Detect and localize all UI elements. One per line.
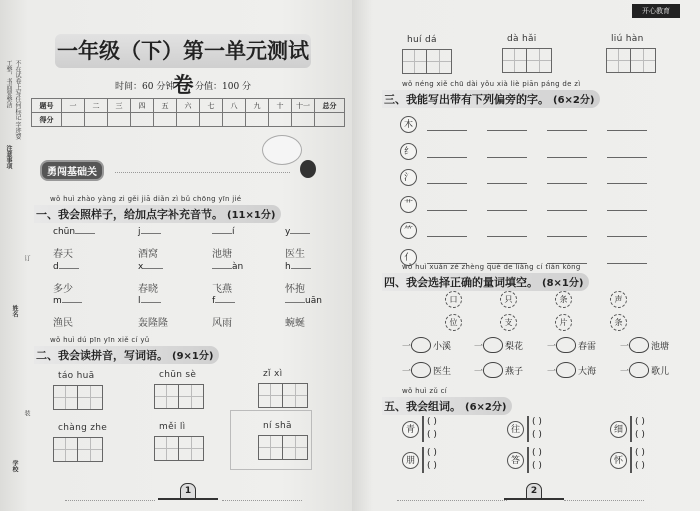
answer-paren[interactable]: ( ): [427, 448, 437, 458]
score-col: 八: [223, 99, 246, 113]
radical-apple-icon: ⺮: [400, 222, 417, 239]
answer-blank[interactable]: [547, 157, 587, 158]
section3-title: 三、我能写出带有下列偏旁的字。 (6×2分): [382, 90, 600, 108]
answer-paren[interactable]: ( ): [635, 448, 645, 458]
margin-notes: 不在试卷上写任何标记 字迹要工整，书面要整洁: [5, 60, 21, 140]
writing-grid[interactable]: [154, 384, 204, 409]
answer-blank[interactable]: [427, 183, 467, 184]
word-group-item[interactable]: [610, 447, 645, 473]
measure-word-option: 条: [610, 314, 627, 331]
bowl-icon[interactable]: [411, 337, 431, 353]
bowl-icon[interactable]: [556, 337, 576, 353]
radical-apple-icon: 氵: [400, 169, 417, 186]
answer-blank[interactable]: [607, 210, 647, 211]
word-pinyin: zǐ xì: [263, 369, 283, 379]
answer-paren[interactable]: ( ): [635, 461, 645, 471]
section1-pinyin: wǒ huì zhào yàng zi gěi jiā diǎn zì bǔ chōng yīn jié: [50, 195, 242, 203]
pinyin-fill-item[interactable]: y: [285, 227, 310, 237]
section3-pinyin: wǒ néng xiě chū dài yǒu xià liè piān páng de zì: [402, 80, 581, 88]
answer-blank[interactable]: [487, 183, 527, 184]
measure-word-option: 位: [445, 314, 462, 331]
dotted-word: 飞燕: [212, 284, 232, 295]
answer-paren[interactable]: ( ): [532, 461, 542, 471]
char-apple-icon: 细: [610, 421, 627, 438]
char-apple-icon: 怀: [610, 452, 627, 469]
answer-blank[interactable]: [607, 157, 647, 158]
measure-word-fill[interactable]: 一 小溪: [402, 337, 451, 353]
score-table: [31, 98, 345, 127]
dotted-word: 怀抱: [285, 284, 305, 295]
answer-paren[interactable]: ( ): [427, 430, 437, 440]
writing-grid[interactable]: [154, 436, 204, 461]
dotted-word: 风雨: [212, 318, 232, 329]
margin-attention: 注意事项: [5, 145, 12, 169]
section2-pinyin: wǒ huì dú pīn yīn xiě cí yǔ: [50, 336, 150, 344]
score-table-label: 题号: [32, 99, 62, 113]
word-group-item[interactable]: [507, 416, 542, 442]
answer-paren[interactable]: ( ): [635, 417, 645, 427]
cartoon-kid-icon: [300, 160, 316, 178]
measure-word-fill[interactable]: 一 大海: [547, 362, 596, 378]
answer-blank[interactable]: [487, 236, 527, 237]
answer-blank[interactable]: [487, 157, 527, 158]
pinyin-fill-item[interactable]: f: [212, 296, 235, 306]
bowl-icon[interactable]: [483, 362, 503, 378]
measure-word-fill[interactable]: 一 梨花: [474, 337, 523, 353]
bowl-icon[interactable]: [483, 337, 503, 353]
word-pinyin: dà hǎi: [507, 34, 537, 44]
score-col: 二: [85, 99, 108, 113]
measure-word-fill[interactable]: 一 歌儿: [620, 362, 669, 378]
answer-blank[interactable]: [607, 263, 647, 264]
char-apple-icon: 青: [402, 421, 419, 438]
page-number: 1: [180, 483, 196, 499]
measure-word-option: 声: [610, 291, 627, 308]
dotted-word: 多少: [53, 284, 73, 295]
score-table-score-row: [32, 113, 345, 127]
radical-apple-icon: 纟: [400, 143, 417, 160]
word-group-item[interactable]: [610, 416, 645, 442]
writing-grid[interactable]: [502, 48, 552, 73]
measure-word-option: 条: [555, 291, 572, 308]
section2-title: 二、我会读拼音，写词语。 (9×1分): [34, 346, 219, 364]
section5-pinyin: wǒ huì zǔ cí: [402, 387, 448, 395]
dotted-word: 轰隆隆: [138, 318, 168, 329]
right-page: [352, 0, 700, 511]
answer-blank[interactable]: [607, 130, 647, 131]
pinyin-fill-item[interactable]: l: [138, 296, 161, 306]
pinyin-fill-item[interactable]: m: [53, 296, 82, 306]
score-col: 四: [131, 99, 154, 113]
radical-apple-icon: 木: [400, 116, 417, 133]
answer-blank[interactable]: [607, 183, 647, 184]
score-col: 七: [200, 99, 223, 113]
section1-title: 一、我会照样子，给加点字补充音节。 (11×1分): [34, 205, 281, 223]
measure-word-fill[interactable]: 一 医生: [402, 362, 451, 378]
word-pinyin: huí dá: [407, 35, 437, 45]
word-group-item[interactable]: [402, 447, 437, 473]
page-number: 2: [526, 483, 542, 499]
answer-blank[interactable]: [427, 210, 467, 211]
answer-blank[interactable]: [487, 210, 527, 211]
pinyin-fill-item[interactable]: í: [212, 227, 235, 237]
pinyin-fill-item[interactable]: àn: [212, 262, 243, 272]
bowl-icon[interactable]: [411, 362, 431, 378]
answer-paren[interactable]: ( ): [532, 430, 542, 440]
writing-grid[interactable]: [53, 385, 103, 410]
answer-blank[interactable]: [547, 183, 587, 184]
measure-word-option: 支: [500, 314, 517, 331]
score-col: 一: [62, 99, 85, 113]
score-col: 六: [177, 99, 200, 113]
section4-title: 四、我会选择正确的量词填空。 (8×1分): [382, 273, 589, 291]
score-col: 十: [269, 99, 292, 113]
word-pinyin: táo huā: [58, 371, 95, 381]
pinyin-fill-item[interactable]: h: [285, 262, 311, 272]
measure-word-fill[interactable]: 一 燕子: [474, 362, 523, 378]
answer-blank[interactable]: [607, 236, 647, 237]
char-apple-icon: 往: [507, 421, 524, 438]
word-group-item[interactable]: [507, 447, 542, 473]
answer-paren[interactable]: ( ): [635, 430, 645, 440]
answer-blank[interactable]: [547, 130, 587, 131]
measure-word-option: 口: [445, 291, 462, 308]
measure-word-fill[interactable]: 一 春雷: [547, 337, 596, 353]
dotted-word: 蜿蜒: [285, 318, 305, 329]
speech-bubble-icon: [262, 135, 302, 165]
word-pinyin: chàng zhe: [58, 423, 108, 433]
answer-paren[interactable]: ( ): [532, 448, 542, 458]
answer-blank[interactable]: [427, 130, 467, 131]
measure-word-option: 只: [500, 291, 517, 308]
writing-grid[interactable]: [258, 383, 308, 408]
measure-word-fill[interactable]: 一 池塘: [620, 337, 669, 353]
word-group-item[interactable]: [402, 416, 437, 442]
answer-blank[interactable]: [487, 130, 527, 131]
answer-blank[interactable]: [547, 236, 587, 237]
score-col: 十一: [292, 99, 315, 113]
bowl-icon[interactable]: [629, 362, 649, 378]
pinyin-fill-item[interactable]: x: [138, 262, 163, 272]
answer-paren[interactable]: ( ): [532, 417, 542, 427]
time-limit: 时间：60 分钟: [115, 82, 175, 92]
bowl-icon[interactable]: [556, 362, 576, 378]
writing-grid[interactable]: [53, 437, 103, 462]
answer-paren[interactable]: ( ): [427, 417, 437, 427]
pinyin-fill-item[interactable]: uān: [285, 296, 322, 306]
answer-blank[interactable]: [427, 157, 467, 158]
section5-title: 五、我会组词。 (6×2分): [382, 397, 512, 415]
answer-blank[interactable]: [427, 236, 467, 237]
char-apple-icon: 朋: [402, 452, 419, 469]
word-pinyin: ní shā: [263, 421, 292, 431]
page-title: 一年级（下）第一单元测试卷: [55, 34, 311, 68]
score-col: 总分: [315, 99, 345, 113]
margin-ding: 订: [23, 255, 30, 261]
radical-apple-icon: 艹: [400, 196, 417, 213]
answer-paren[interactable]: ( ): [427, 461, 437, 471]
margin-zhuang: 装: [23, 410, 30, 416]
writing-grid[interactable]: [606, 48, 656, 73]
bowl-icon[interactable]: [629, 337, 649, 353]
section-banner: 勇闯基础关: [40, 160, 104, 181]
dotted-word: 池塘: [212, 249, 232, 260]
dotted-word: 春天: [53, 249, 73, 260]
pinyin-fill-item[interactable]: d: [53, 262, 79, 272]
word-pinyin: měi lì: [159, 422, 186, 432]
measure-word-option: 片: [555, 314, 572, 331]
section4-pinyin: wǒ huì xuǎn zé zhèng què de liàng cí tián kòng: [402, 263, 581, 271]
score-col: 五: [154, 99, 177, 113]
word-pinyin: liú hàn: [611, 34, 644, 44]
char-apple-icon: 答: [507, 452, 524, 469]
brand-logo: 开心教育: [632, 4, 680, 18]
answer-blank[interactable]: [547, 210, 587, 211]
pinyin-fill-item[interactable]: chūn: [53, 227, 95, 237]
pinyin-fill-item[interactable]: j: [138, 227, 161, 237]
margin-name: 姓名: [11, 305, 18, 317]
score-table-label: 得分: [32, 113, 62, 127]
score-col: 九: [246, 99, 269, 113]
score-table-header-row: [32, 99, 345, 113]
score-col: 三: [108, 99, 131, 113]
dotted-word: 春晓: [138, 284, 158, 295]
writing-grid[interactable]: [402, 49, 452, 74]
radical-apple-icon: 亻: [400, 249, 417, 266]
dotted-word: 酒窝: [138, 249, 158, 260]
word-pinyin: chūn sè: [159, 370, 197, 380]
total-score: 分值：100 分: [195, 82, 252, 92]
dotted-word: 渔民: [53, 318, 73, 329]
margin-school: 学校: [11, 460, 18, 472]
dotted-word: 医生: [285, 249, 305, 260]
